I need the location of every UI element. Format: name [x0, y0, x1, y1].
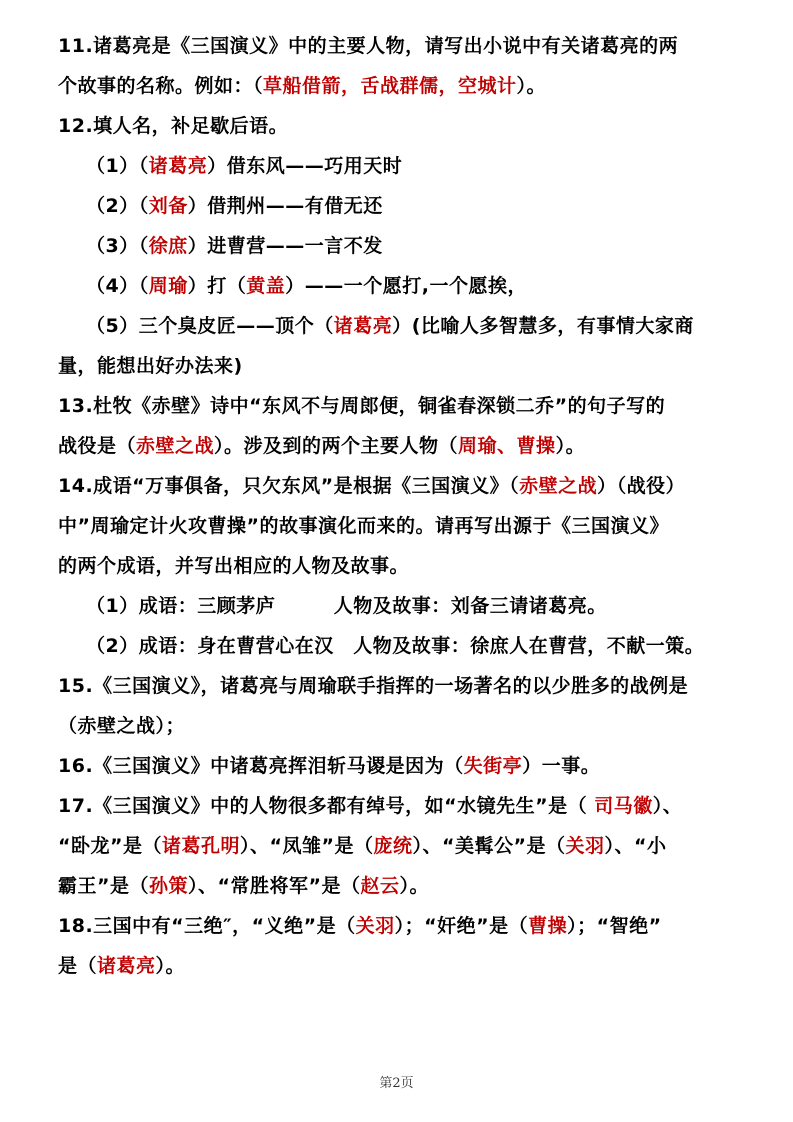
answer-text: 黄盖: [246, 275, 286, 297]
question-text: ）。涉及到的两个主要人物（: [214, 435, 459, 457]
question-text: 战役是（: [58, 435, 137, 457]
answer-text: 关羽: [355, 915, 395, 937]
text-line: [58, 706, 748, 746]
question-text: 18.三国中有“三绝″，“义绝”是（: [58, 915, 356, 937]
question-text: 个故事的名称。例如：（: [58, 75, 264, 97]
question-text: ）、“常胜将军”是（: [188, 875, 361, 897]
text-line: [58, 226, 748, 266]
question-text: “卧龙”是（: [58, 835, 162, 857]
question-text: ）一事。: [522, 755, 601, 777]
question-text: （2）成语：身在曹营心在汉 人物及故事：徐庶人在曹营，不献一策。: [86, 635, 705, 657]
answer-text: 诸葛亮: [333, 315, 393, 337]
question-text: ）。: [516, 75, 547, 97]
question-text: 12.填人名，补足歇后语。: [58, 115, 289, 137]
question-text: ）；“智绝”: [567, 915, 662, 937]
text-line: [58, 386, 748, 426]
question-text: ）（战役）: [597, 475, 686, 497]
question-text: ）、: [652, 795, 683, 817]
question-text: ）、“小: [604, 835, 667, 857]
text-line: [58, 746, 748, 786]
answer-text: 失街亭: [463, 755, 523, 777]
question-text: 11.诸葛亮是《三国演义》中的主要人物，请写出小说中有关诸葛亮的两: [58, 35, 679, 57]
question-text: （赤壁之战）；: [58, 715, 186, 737]
question-text: 中”周瑜定计火攻曹操”的故事演化而来的。请再写出源于《三国演义》: [58, 515, 669, 537]
question-text: ）、“美髯公”是（: [412, 835, 566, 857]
text-line: [58, 186, 748, 226]
document-page: [58, 26, 748, 986]
question-text: 15.《三国演义》，诸葛亮与周瑜联手指挥的一场著名的以少胜多的战例是: [58, 675, 689, 697]
answer-text: 徐庶: [148, 235, 188, 257]
question-text: ）。: [555, 435, 586, 457]
answer-text: 诸葛孔明: [161, 835, 240, 857]
question-text: 16.《三国演义》中诸葛亮挥泪斩马谡是因为（: [58, 755, 464, 777]
question-text: （1）成语：三顾茅庐 人物及故事：刘备三请诸葛亮。: [86, 595, 607, 617]
text-line: [58, 146, 748, 186]
question-text: ）。: [399, 875, 430, 897]
page-number: 第2页: [379, 1076, 414, 1091]
question-text: （4）（: [86, 275, 149, 297]
text-line: [58, 586, 748, 626]
question-text: 霸王”是（: [58, 875, 149, 897]
question-text: ）(比喻人多智慧多，有事情大家商: [392, 315, 694, 337]
text-line: [58, 466, 748, 506]
answer-text: 周瑜、曹操: [458, 435, 556, 457]
question-text: ）借荆州——有借无还: [187, 195, 383, 217]
answer-text: 司马徽: [594, 795, 653, 817]
question-text: 的两个成语，并写出相应的人物及故事。: [58, 555, 410, 577]
question-text: 14.成语“万事俱备，只欠东风”是根据《三国演义》（: [58, 475, 520, 497]
answer-text: 赤壁之战: [136, 435, 215, 457]
text-line: [58, 786, 748, 826]
text-line: [58, 826, 748, 866]
text-line: [58, 626, 748, 666]
question-text: （1）（: [86, 155, 149, 177]
text-line: [58, 946, 748, 986]
answer-text: 曹操: [528, 915, 568, 937]
answer-text: 关羽: [565, 835, 605, 857]
question-text: （2）（: [86, 195, 149, 217]
text-line: [58, 546, 748, 586]
question-text: 是（: [58, 955, 98, 977]
text-line: [58, 106, 748, 146]
question-text: （5）三个臭皮匠——顶个（: [86, 315, 334, 337]
question-text: ）；“奸绝”是（: [394, 915, 529, 937]
question-text: ）。: [155, 955, 186, 977]
answer-text: 草船借箭，舌战群儒，空城计: [263, 75, 517, 97]
answer-text: 诸葛亮: [97, 955, 156, 977]
answer-text: 赤壁之战: [519, 475, 598, 497]
answer-text: 赵云: [360, 875, 400, 897]
text-line: [58, 346, 748, 386]
text-line: [58, 666, 748, 706]
question-text: 17.《三国演义》中的人物很多都有绰号，如“水镜先生”是（: [58, 795, 595, 817]
answer-text: 周瑜: [148, 275, 188, 297]
question-text: ）——一个愿打,一个愿挨，: [285, 275, 527, 297]
question-text: ）打（: [187, 275, 247, 297]
question-text: ）借东风——巧用天时: [207, 155, 403, 177]
text-line: [58, 506, 748, 546]
question-text: （3）（: [86, 235, 149, 257]
text-line: [58, 866, 748, 906]
question-text: 量，能想出好办法来): [58, 355, 243, 377]
text-line: [58, 306, 748, 346]
answer-text: 刘备: [148, 195, 188, 217]
text-line: [58, 66, 748, 106]
text-line: [58, 426, 748, 466]
text-line: [58, 266, 748, 306]
answer-text: 孙策: [149, 875, 189, 897]
question-text: 13.杜牧《赤壁》诗中“东风不与周郎便，铜雀春深锁二乔”的句子写的: [58, 395, 666, 417]
answer-text: 诸葛亮: [148, 155, 208, 177]
question-text: ）、“凤雏”是（: [240, 835, 374, 857]
question-text: ）进曹营——一言不发: [187, 235, 383, 257]
text-line: [58, 906, 748, 946]
answer-text: 庞统: [373, 835, 413, 857]
text-line: [58, 26, 748, 66]
